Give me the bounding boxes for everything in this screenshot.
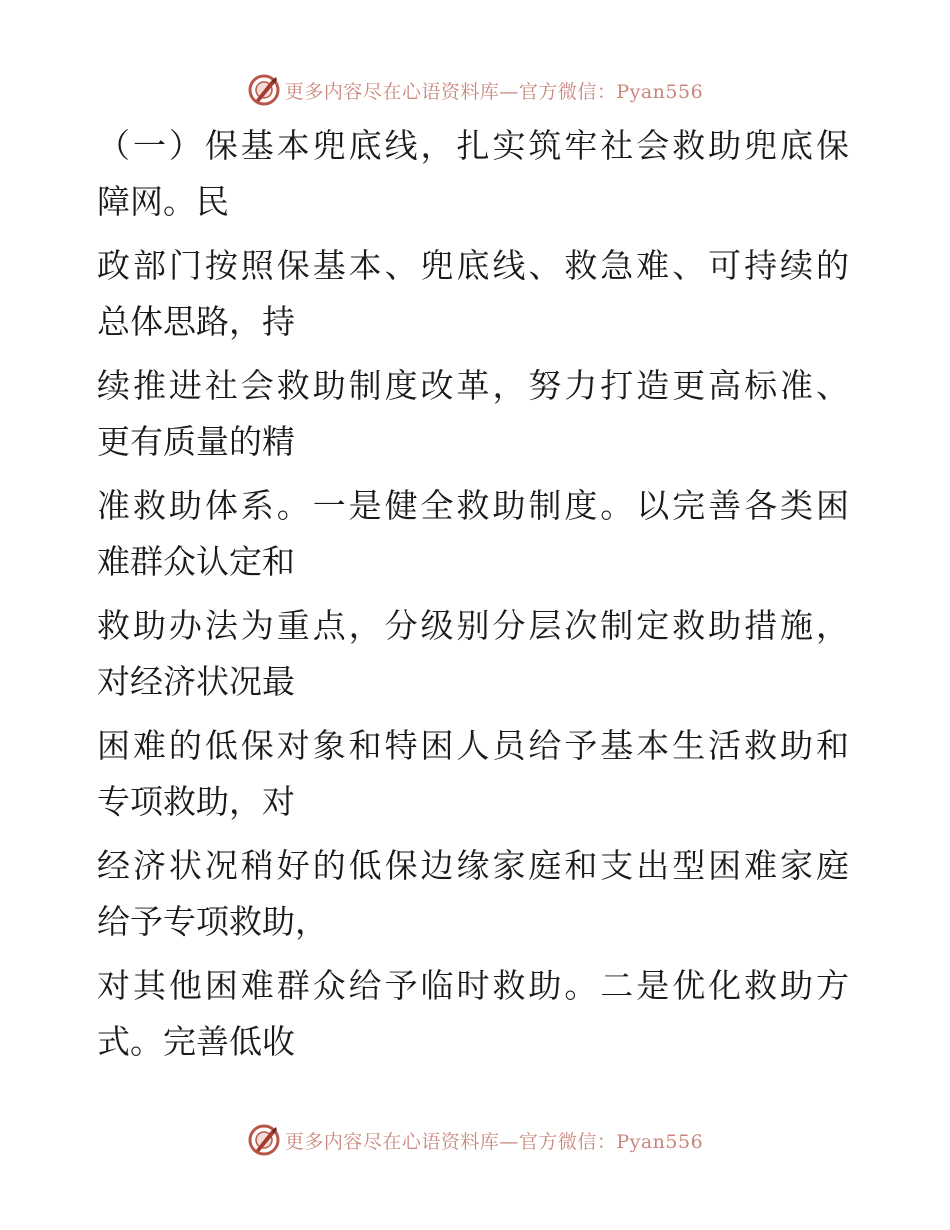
text-line: （一）保基本兜底线，扎实筑牢社会救助兜底保 — [97, 126, 849, 165]
text-line: 对经济状况最 — [97, 662, 295, 701]
paragraph — [0, 596, 950, 716]
text-line: 专项救助，对 — [97, 782, 295, 821]
text-line: 经济状况稍好的低保边缘家庭和支出型困难家庭 — [97, 846, 849, 885]
text-line: 障网。民 — [97, 182, 229, 221]
watermark-text: 更多内容尽在心语资料库—官方微信：Pyan556 — [284, 1130, 704, 1153]
paragraph — [0, 236, 950, 356]
paragraph — [0, 956, 950, 1076]
paragraph — [0, 716, 950, 836]
footer-watermark — [0, 1122, 950, 1158]
brand-logo-icon — [247, 1123, 281, 1157]
header-watermark — [0, 72, 950, 108]
watermark-text: 更多内容尽在心语资料库—官方微信：Pyan556 — [284, 80, 704, 103]
paragraph — [0, 836, 950, 956]
paragraph — [0, 116, 950, 236]
text-line: 困难的低保对象和特困人员给予基本生活救助和 — [97, 726, 849, 765]
paragraph — [0, 356, 950, 476]
text-line: 给予专项救助， — [97, 902, 328, 941]
text-line: 救助办法为重点，分级别分层次制定救助措施， — [97, 606, 849, 645]
document-body — [0, 116, 950, 1076]
text-line: 总体思路，持 — [97, 302, 295, 341]
text-line: 准救助体系。一是健全救助制度。以完善各类困 — [97, 486, 849, 525]
text-line: 更有质量的精 — [97, 422, 295, 461]
text-line: 难群众认定和 — [97, 542, 295, 581]
text-line: 对其他困难群众给予临时救助。二是优化救助方 — [97, 966, 849, 1005]
text-line: 续推进社会救助制度改革，努力打造更高标准、 — [97, 366, 849, 405]
text-line: 式。完善低收 — [97, 1022, 295, 1061]
text-line: 政部门按照保基本、兜底线、救急难、可持续的 — [97, 246, 849, 285]
brand-logo-icon — [247, 73, 281, 107]
paragraph — [0, 476, 950, 596]
